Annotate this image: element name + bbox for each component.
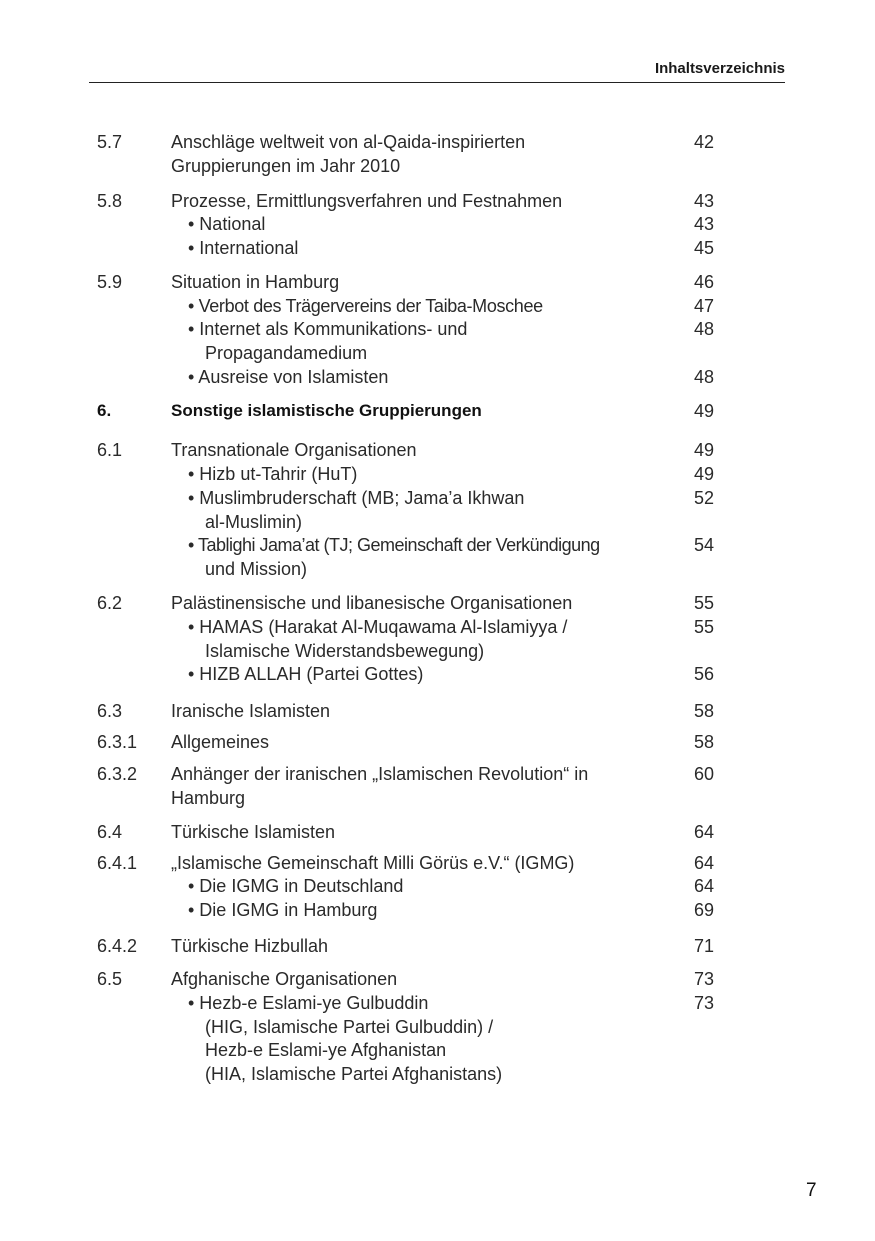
section-title: „Islamische Gemeinschaft Milli Görüs e.V.“ (IGMG) [171,853,575,873]
subentry-title: • Internet als Kommunikations- und [188,319,468,339]
subentry-title: • Muslimbruderschaft (MB; Jama’a Ikhwan [188,488,525,508]
page-ref: 54 [694,535,715,555]
subentry-title: • Die IGMG in Hamburg [188,900,378,920]
header-title: Inhaltsverzeichnis [654,60,785,77]
chapter-number: 6. [97,401,112,420]
page-ref: 42 [694,132,715,152]
section-title: Situation in Hamburg [171,272,340,292]
subentry-title: • Verbot des Trägervereins der Taiba-Moschee [188,296,543,316]
subentry-title: • Hizb ut-Tahrir (HuT) [188,464,358,484]
page-ref: 64 [694,853,715,873]
section-number: 6.5 [97,969,123,989]
section-title-continued: Hamburg [171,788,246,808]
page-ref: 58 [694,701,715,721]
page-ref: 64 [694,876,715,896]
subentry-title-continued: (HIA, Islamische Partei Afghanistans) [205,1064,503,1084]
subentry-title: • HAMAS (Harakat Al-Muqawama Al-Islamiyya / [188,617,568,637]
page-ref: 52 [694,488,715,508]
section-title-continued: Gruppierungen im Jahr 2010 [171,156,401,176]
section-number: 6.3 [97,701,123,721]
section-number: 6.4 [97,822,123,842]
subentry-title: • Ausreise von Islamisten [188,367,389,387]
header-divider [89,82,785,83]
subentry-title-continued: und Mission) [205,559,308,579]
page-ref: 73 [694,993,715,1013]
section-title: Iranische Islamisten [171,701,331,721]
subentry-title: • HIZB ALLAH (Partei Gottes) [188,664,424,684]
chapter-title: Sonstige islamistische Gruppierungen [171,401,482,420]
section-number: 6.3.1 [97,732,138,752]
subentry-title-continued: (HIG, Islamische Partei Gulbuddin) / [205,1017,494,1037]
subentry-title: • Die IGMG in Deutschland [188,876,404,896]
section-number: 5.9 [97,272,123,292]
page-ref: 56 [694,664,715,684]
section-number: 5.8 [97,191,123,211]
section-number: 6.3.2 [97,764,138,784]
page-ref: 60 [694,764,715,784]
section-title: Palästinensische und libanesische Organisationen [171,593,573,613]
page-ref: 47 [694,296,715,316]
page-ref: 49 [694,440,715,460]
subentry-title-continued: Propagandamedium [205,343,368,363]
page-ref: 46 [694,272,715,292]
subentry-title-continued: Hezb-e Eslami-ye Afghanistan [205,1040,447,1060]
page-ref: 49 [694,464,715,484]
page-ref: 71 [694,936,715,956]
section-title: Transnationale Organisationen [171,440,417,460]
section-title: Allgemeines [171,732,270,752]
page-ref: 64 [694,822,715,842]
section-number: 6.4.2 [97,936,138,956]
page-ref: 48 [694,319,715,339]
subentry-title: • Hezb-e Eslami-ye Gulbuddin [188,993,429,1013]
subentry-title: • Tablighi Jama’at (TJ; Gemeinschaft der Verkündigung [188,535,600,555]
section-number: 6.4.1 [97,853,138,873]
page-ref: 55 [694,617,715,637]
subentry-title: • International [188,238,299,258]
page-number: 7 [806,1180,817,1201]
page-ref: 48 [694,367,715,387]
subentry-title-continued: Islamische Widerstandsbewegung) [205,641,485,661]
section-title: Anschläge weltweit von al-Qaida-inspirierten [171,132,526,152]
subentry-title: • National [188,214,266,234]
page-ref: 69 [694,900,715,920]
page-ref: 43 [694,214,715,234]
section-title: Prozesse, Ermittlungsverfahren und Festnahmen [171,191,563,211]
subentry-title-continued: al-Muslimin) [205,512,303,532]
page-ref: 45 [694,238,715,258]
section-title: Türkische Islamisten [171,822,336,842]
page-ref: 55 [694,593,715,613]
section-title: Anhänger der iranischen „Islamischen Revolution“ in [171,764,589,784]
page-ref: 49 [694,401,715,421]
page-ref: 73 [694,969,715,989]
section-number: 6.2 [97,593,123,613]
page-ref: 43 [694,191,715,211]
section-title: Afghanische Organisationen [171,969,398,989]
section-number: 5.7 [97,132,123,152]
page-ref: 58 [694,732,715,752]
section-number: 6.1 [97,440,123,460]
section-title: Türkische Hizbullah [171,936,329,956]
